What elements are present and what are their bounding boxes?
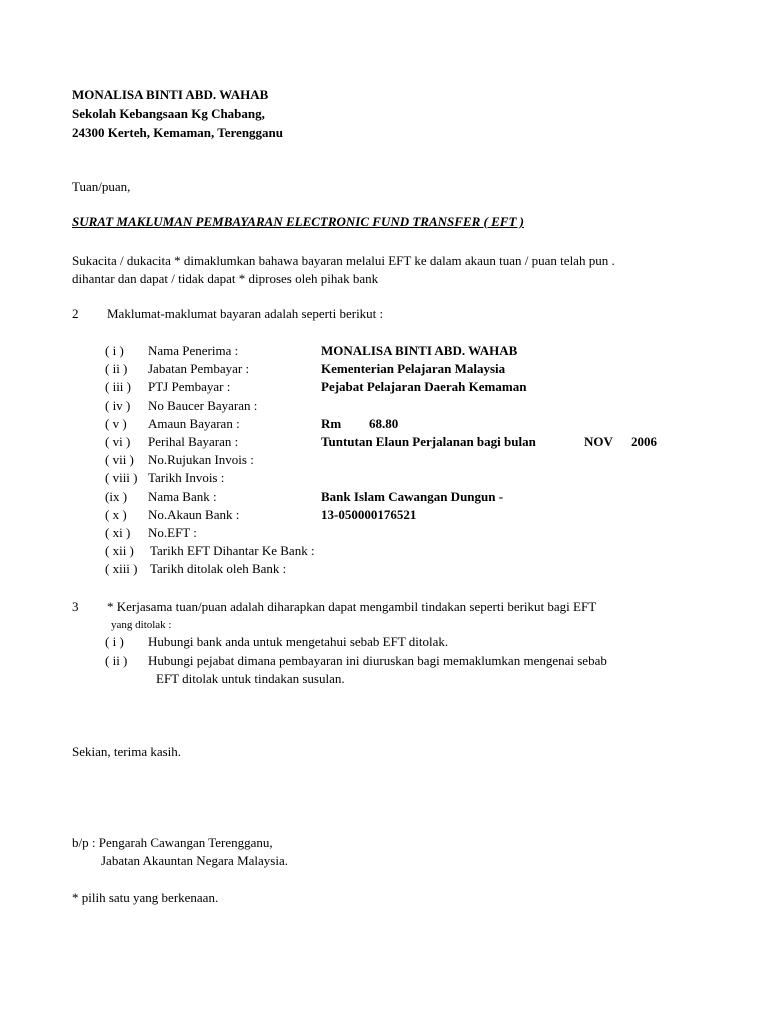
item-number: ( v ) [105,416,127,431]
action-text: Hubungi pejabat dimana pembayaran ini diuruskan bagi memaklumkan mengenai sebab [148,653,607,668]
item-value: Kementerian Pelajaran Malaysia [321,361,506,376]
item-label: Jabatan Pembayar : [148,361,250,376]
item-number: ( viii ) [105,470,138,485]
item-number: ( ii ) [105,361,128,376]
intro-line-2: dihantar dan dapat / tidak dapat * diproses oleh pihak bank [72,271,379,286]
item-value: Tuntutan Elaun Perjalanan bagi bulan [321,434,536,449]
item-number: ( iii ) [105,379,131,394]
item-label: PTJ Pembayar : [148,379,231,394]
item-label: No.EFT : [148,525,197,540]
item-number: (ix ) [105,489,128,504]
item-number: ( vi ) [105,434,131,449]
section2-number: 2 [72,306,79,321]
action-number: ( i ) [105,634,124,649]
item-number: ( iv ) [105,398,131,413]
item-number: ( x ) [105,507,127,522]
amount-value: 68.80 [369,416,399,431]
section3-text: * Kerjasama tuan/puan adalah diharapkan dapat mengambil tindakan seperti berikut bagi EFT [107,599,597,614]
closing: Sekian, terima kasih. [72,744,182,759]
action-text: Hubungi bank anda untuk mengetahui sebab EFT ditolak. [148,634,449,649]
item-label: Nama Penerima : [148,343,239,358]
item-number: ( xii ) [105,543,134,558]
item-number: ( xi ) [105,525,131,540]
sender-school: Sekolah Kebangsaan Kg Chabang, [72,106,265,121]
item-number: ( vii ) [105,452,134,467]
payment-month: NOV [584,434,613,449]
item-value: MONALISA BINTI ABD. WAHAB [321,343,518,358]
amount-currency: Rm [321,416,342,431]
item-label: No.Rujukan Invois : [148,452,254,467]
action-number: ( ii ) [105,653,128,668]
cc-line-1: b/p : Pengarah Cawangan Terengganu, [72,835,273,850]
item-number: ( xiii ) [105,561,138,576]
intro-line-1: Sukacita / dukacita * dimaklumkan bahawa bayaran melalui EFT ke dalam akaun tuan / puan telah pun . [72,253,615,268]
letter-title: SURAT MAKLUMAN PEMBAYARAN ELECTRONIC FUND TRANSFER ( EFT ) [72,214,524,229]
item-value: 13-050000176521 [321,507,417,522]
item-label: Tarikh EFT Dihantar Ke Bank : [150,543,315,558]
item-label: Perihal Bayaran : [148,434,239,449]
action-text-continued: EFT ditolak untuk tindakan susulan. [156,671,345,686]
item-label: Nama Bank : [148,489,217,504]
payment-year: 2006 [631,434,657,449]
item-value: Bank Islam Cawangan Dungun - [321,489,504,504]
section3-number: 3 [72,599,79,614]
item-label: Amaun Bayaran : [148,416,240,431]
cc-line-2: Jabatan Akauntan Negara Malaysia. [101,853,288,868]
item-label: Tarikh Invois : [148,470,225,485]
item-value: Pejabat Pelajaran Daerah Kemaman [321,379,527,394]
item-label: No.Akaun Bank : [148,507,240,522]
section3-subtext: yang ditolak : [111,619,172,631]
item-label: Tarikh ditolak oleh Bank : [150,561,287,576]
section2-text: Maklumat-maklumat bayaran adalah seperti berikut : [107,306,384,321]
salutation: Tuan/puan, [72,179,131,194]
item-label: No Baucer Bayaran : [148,398,258,413]
footnote: * pilih satu yang berkenaan. [72,890,219,905]
item-number: ( i ) [105,343,124,358]
sender-address: 24300 Kerteh, Kemaman, Terengganu [72,125,284,140]
sender-name: MONALISA BINTI ABD. WAHAB [72,87,269,102]
